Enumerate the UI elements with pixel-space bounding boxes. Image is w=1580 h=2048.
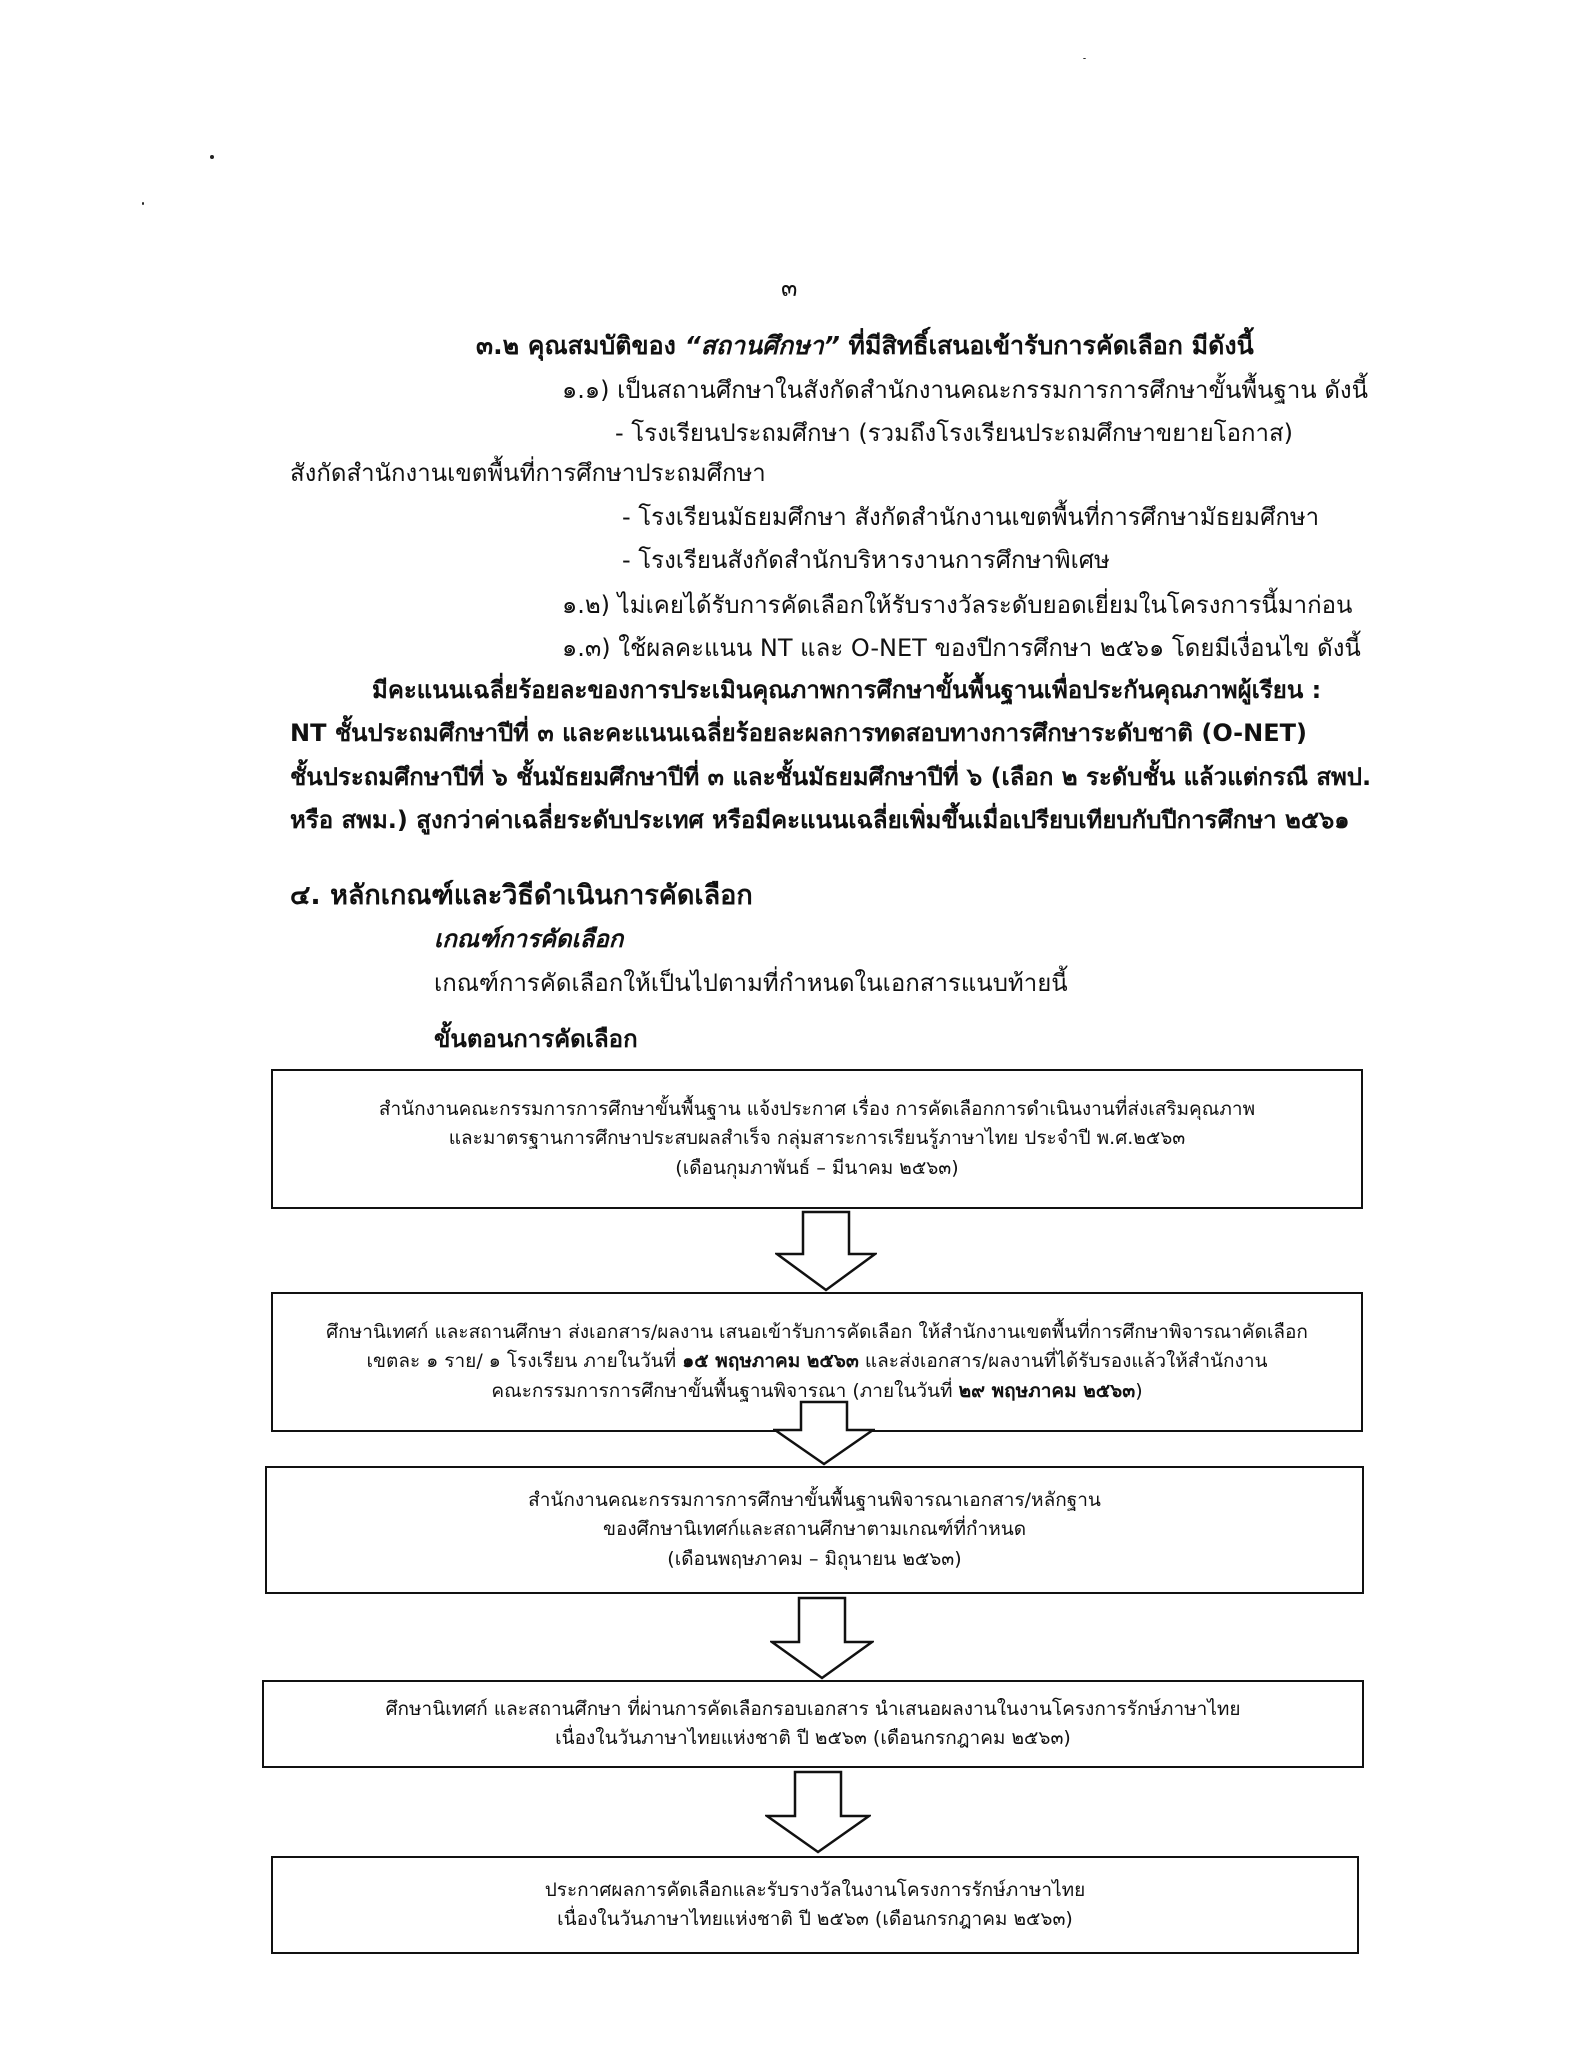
scan-speck <box>1083 58 1086 59</box>
bullet-primary-school-cont: สังกัดสำนักงานเขตพื้นที่การศึกษาประถมศึกษา <box>290 459 766 487</box>
flow-step-2-text: เขตละ ๑ ราย/ ๑ โรงเรียน ภายในวันที่ <box>366 1350 677 1373</box>
flow-step-3-line: ของศึกษานิเทศก์และสถานศึกษาตามเกณฑ์ที่กำหนด <box>602 1518 1027 1541</box>
paragraph-line: ชั้นประถมศึกษาปีที่ ๖ ชั้นมัธยมศึกษาปีที่ ๓ และชั้นมัธยมศึกษาปีที่ ๖ (เลือก ๒ ระดับชั้น แล้วแต่กรณี สพป. <box>290 763 1372 791</box>
page-number: ๓ <box>781 274 798 302</box>
section-4-heading: ๔. หลักเกณฑ์และวิธีดำเนินการคัดเลือก <box>290 880 753 911</box>
scan-speck <box>210 155 214 159</box>
flow-step-2-text: ) <box>1135 1379 1143 1402</box>
flow-step-2-line <box>367 1347 1268 1376</box>
flow-step-4-line: เนื่องในวันภาษาไทยแห่งชาติ ปี ๒๕๖๓ (เดือนกรกฎาคม ๒๕๖๓) <box>555 1727 1071 1749</box>
bullet-primary-school: - โรงเรียนประถมศึกษา (รวมถึงโรงเรียนประถมศึกษาขยายโอกาส) <box>615 419 1294 447</box>
flow-step-1-line: และมาตรฐานการศึกษาประสบผลสำเร็จ กลุ่มสาระการเรียนรู้ภาษาไทย ประจำปี พ.ศ.๒๕๖๓ <box>448 1127 1186 1150</box>
flow-step-1 <box>271 1069 1363 1209</box>
criteria-text: เกณฑ์การคัดเลือกให้เป็นไปตามที่กำหนดในเอกสารแนบท้ายนี้ <box>434 969 1068 997</box>
flow-step-3-line: (เดือนพฤษภาคม – มิถุนายน ๒๕๖๓) <box>667 1547 962 1570</box>
scan-speck <box>142 202 144 205</box>
paragraph-line: หรือ สพม.) สูงกว่าค่าเฉลี่ยระดับประเทศ หรือมีคะแนนเฉลี่ยเพิ่มขึ้นเมื่อเปรียบเทียบกับปีการศึกษา ๒๕๖๑ <box>290 806 1350 834</box>
down-arrow-icon <box>775 1210 877 1292</box>
item-1-2: ๑.๒) ไม่เคยได้รับการคัดเลือกให้รับรางวัลระดับยอดเยี่ยมในโครงการนี้มาก่อน <box>562 591 1353 619</box>
deadline-date: ๑๕ พฤษภาคม ๒๕๖๓ <box>682 1350 859 1373</box>
flow-step-5-line: ประกาศผลการคัดเลือกและรับรางวัลในงานโครงการรักษ์ภาษาไทย <box>544 1878 1086 1901</box>
section-3-2-heading <box>476 331 1254 361</box>
flow-step-1-line: (เดือนกุมภาพันธ์ – มีนาคม ๒๕๖๓) <box>675 1156 959 1179</box>
heading-emphasis: “สถานศึกษา” <box>684 331 840 360</box>
item-1-1: ๑.๑) เป็นสถานศึกษาในสังกัดสำนักงานคณะกรรมการการศึกษาขั้นพื้นฐาน ดังนี้ <box>562 376 1369 404</box>
heading-prefix: ๓.๒ คุณสมบัติของ <box>476 331 676 360</box>
bullet-secondary-school: - โรงเรียนมัธยมศึกษา สังกัดสำนักงานเขตพื้นที่การศึกษามัธยมศึกษา <box>622 503 1320 531</box>
down-arrow-icon <box>773 1400 875 1466</box>
paragraph-line: NT ชั้นประถมศึกษาปีที่ ๓ และคะแนนเฉลี่ยร้อยละผลการทดสอบทางการศึกษาระดับชาติ (O-NET) <box>290 719 1307 747</box>
flow-step-3 <box>265 1466 1364 1594</box>
flow-step-4-line: ศึกษานิเทศก์ และสถานศึกษา ที่ผ่านการคัดเลือกรอบเอกสาร นำเสนอผลงานในงานโครงการรักษ์ภาษาไทย <box>385 1697 1241 1720</box>
item-1-3: ๑.๓) ใช้ผลคะแนน NT และ O-NET ของปีการศึกษา ๒๕๖๑ โดยมีเงื่อนไข ดังนี้ <box>562 634 1361 662</box>
down-arrow-icon <box>770 1596 874 1680</box>
criteria-heading: เกณฑ์การคัดเลือก <box>434 925 624 953</box>
heading-suffix: ที่มีสิทธิ์เสนอเข้ารับการคัดเลือก มีดังนี้ <box>848 331 1254 360</box>
flow-step-5-line: เนื่องในวันภาษาไทยแห่งชาติ ปี ๒๕๖๓ (เดือนกรกฎาคม ๒๕๖๓) <box>557 1908 1073 1930</box>
flow-step-2-text: คณะกรรมการการศึกษาขั้นพื้นฐานพิจารณา (ภายในวันที่ <box>491 1379 953 1402</box>
deadline-date: ๒๙ พฤษภาคม ๒๕๖๓ <box>958 1379 1136 1402</box>
flow-step-5 <box>271 1856 1359 1954</box>
flow-step-3-line: สำนักงานคณะกรรมการการศึกษาขั้นพื้นฐานพิจารณาเอกสาร/หลักฐาน <box>528 1488 1101 1511</box>
flow-step-1-line: สำนักงานคณะกรรมการการศึกษาขั้นพื้นฐาน แจ้งประกาศ เรื่อง การคัดเลือกการดำเนินงานที่ส่งเสริมคุณภาพ <box>378 1097 1256 1120</box>
bullet-special-education: - โรงเรียนสังกัดสำนักบริหารงานการศึกษาพิเศษ <box>622 546 1110 574</box>
down-arrow-icon <box>765 1770 871 1854</box>
flow-step-2-text: และส่งเอกสาร/ผลงานที่ได้รับรองแล้วให้สำนักงาน <box>864 1350 1268 1373</box>
flow-step-4 <box>262 1680 1364 1768</box>
steps-heading: ขั้นตอนการคัดเลือก <box>434 1025 638 1053</box>
flow-step-2-line: ศึกษานิเทศก์ และสถานศึกษา ส่งเอกสาร/ผลงาน เสนอเข้ารับการคัดเลือก ให้สำนักงานเขตพื้นที่การศึกษาพิจารณาคัดเลือก <box>326 1320 1308 1343</box>
paragraph-line: มีคะแนนเฉลี่ยร้อยละของการประเมินคุณภาพการศึกษาขั้นพื้นฐานเพื่อประกันคุณภาพผู้เรียน : <box>372 676 1322 704</box>
